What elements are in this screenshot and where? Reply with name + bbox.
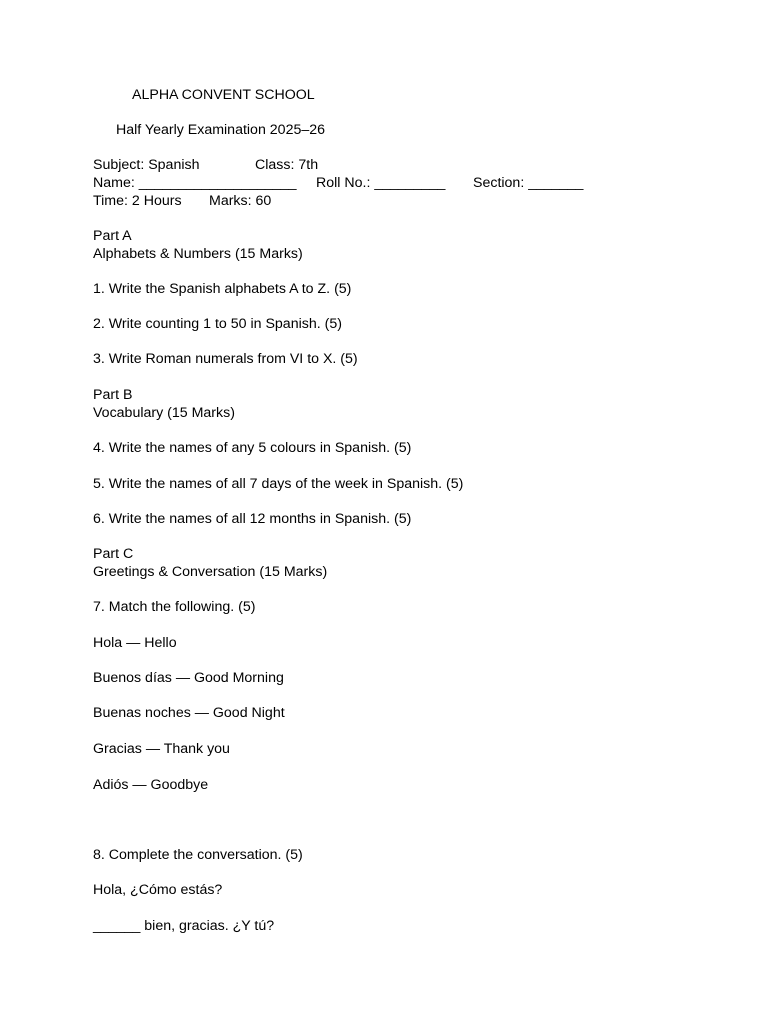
part-a-subtitle: Alphabets & Numbers (15 Marks) <box>93 246 303 262</box>
exam-title: Half Yearly Examination 2025–26 <box>116 122 326 138</box>
subject-label: Subject: Spanish <box>93 157 200 173</box>
match-item: Buenos días — Good Morning <box>93 670 284 686</box>
class-label: Class: 7th <box>255 157 319 173</box>
question-4: 4. Write the names of any 5 colours in Spanish. (5) <box>93 440 412 456</box>
match-item: Gracias — Thank you <box>93 741 230 757</box>
question-6: 6. Write the names of all 12 months in Spanish. (5) <box>93 511 412 527</box>
part-b-title: Part B <box>93 387 133 403</box>
part-b-subtitle: Vocabulary (15 Marks) <box>93 405 235 421</box>
question-2: 2. Write counting 1 to 50 in Spanish. (5) <box>93 316 342 332</box>
question-8: 8. Complete the conversation. (5) <box>93 847 303 863</box>
question-7: 7. Match the following. (5) <box>93 599 256 615</box>
question-5: 5. Write the names of all 7 days of the week in Spanish. (5) <box>93 476 464 492</box>
conversation-line: Hola, ¿Cómo estás? <box>93 882 223 898</box>
part-a-title: Part A <box>93 228 132 244</box>
part-c-title: Part C <box>93 546 134 562</box>
marks-label: Marks: 60 <box>209 193 272 209</box>
time-label: Time: 2 Hours <box>93 193 182 209</box>
school-name: ALPHA CONVENT SCHOOL <box>132 87 315 103</box>
roll-number-field: Roll No.: _________ <box>316 175 446 191</box>
conversation-line: ______ bien, gracias. ¿Y tú? <box>93 918 275 934</box>
question-3: 3. Write Roman numerals from VI to X. (5) <box>93 351 358 367</box>
match-item: Adiós — Goodbye <box>93 777 209 793</box>
question-1: 1. Write the Spanish alphabets A to Z. (5) <box>93 281 352 297</box>
match-item: Hola — Hello <box>93 635 177 651</box>
part-c-subtitle: Greetings & Conversation (15 Marks) <box>93 564 328 580</box>
name-field: Name: ____________________ <box>93 175 297 191</box>
match-item: Buenas noches — Good Night <box>93 705 285 721</box>
section-field: Section: _______ <box>473 175 584 191</box>
